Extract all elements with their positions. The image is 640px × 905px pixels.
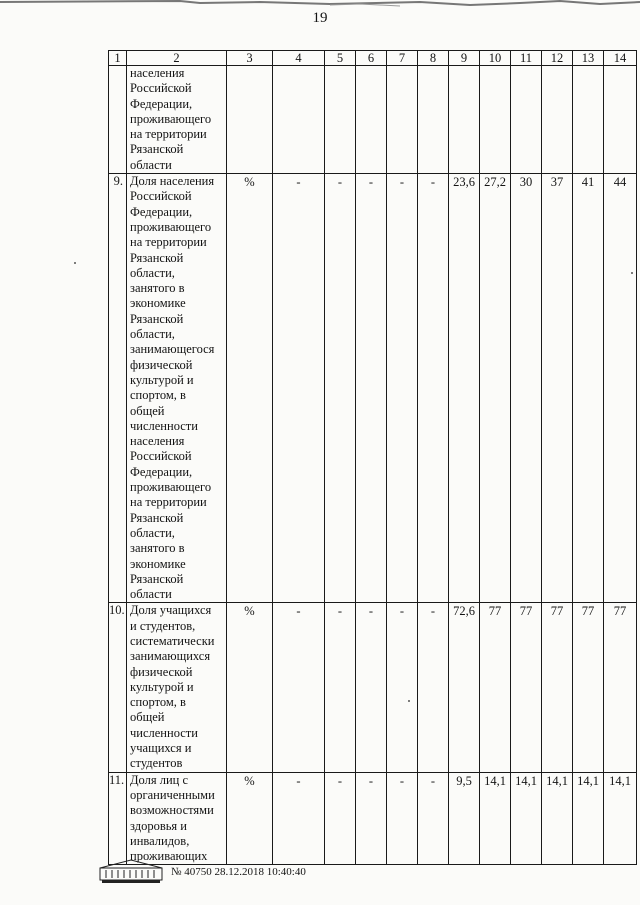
table-row: [109, 772, 637, 865]
indicator-line: области,: [130, 327, 175, 342]
indicator-line: экономике: [130, 296, 186, 311]
column-header-1: 1: [109, 51, 127, 66]
value-cell-col-7: -: [387, 603, 418, 772]
value-cell-col-5: -: [325, 603, 356, 772]
scan-speck: [408, 700, 410, 702]
indicator-line: инвалидов,: [130, 833, 190, 848]
value-cell-col-11: [511, 66, 542, 174]
value-cell-col-12: 14,1: [542, 772, 573, 865]
value-cell-col-12: [542, 66, 573, 174]
indicator-line: Российской: [130, 81, 192, 96]
value-cell-col-14: 44: [604, 174, 637, 603]
row-number: 10.: [109, 603, 127, 772]
indicator-line: Федерации,: [130, 96, 193, 111]
indicator-name: [127, 174, 227, 603]
value-cell-col-10: 14,1: [480, 772, 511, 865]
indicator-line: спортом, в: [130, 695, 186, 710]
indicator-line: возможностями: [130, 803, 214, 818]
column-header-11: 11: [511, 51, 542, 66]
indicator-line: проживающего: [130, 480, 212, 495]
value-cell-col-6: [356, 66, 387, 174]
value-cell-col-5: [325, 66, 356, 174]
indicator-line: на территории: [130, 127, 207, 142]
column-header-3: 3: [227, 51, 273, 66]
indicator-line: и студентов,: [130, 618, 196, 633]
value-cell-col-4: -: [273, 772, 325, 865]
indicator-line: проживающих: [130, 849, 208, 864]
page-number: 19: [312, 10, 328, 26]
indicator-line: здоровья и: [130, 818, 187, 833]
indicator-line: Российской: [130, 189, 192, 204]
value-cell-col-10: [480, 66, 511, 174]
value-cell-col-5: -: [325, 772, 356, 865]
value-cell-col-4: -: [273, 174, 325, 603]
column-header-4: 4: [273, 51, 325, 66]
indicator-line: занятого в: [130, 541, 185, 556]
scan-speck: [631, 272, 633, 274]
indicator-line: Рязанской: [130, 510, 184, 525]
indicator-line: физической: [130, 357, 193, 372]
indicator-line: Доля учащихся: [130, 603, 212, 618]
government-building-icon: [98, 858, 164, 884]
value-cell-col-6: -: [356, 174, 387, 603]
value-cell-col-12: 37: [542, 174, 573, 603]
value-cell-col-9: 23,6: [449, 174, 480, 603]
indicator-line: физической: [130, 664, 193, 679]
value-cell-col-6: -: [356, 603, 387, 772]
indicator-line: Рязанской: [130, 311, 184, 326]
unit-cell: [227, 66, 273, 174]
indicator-line: области,: [130, 265, 175, 280]
table-body: [109, 66, 637, 865]
indicator-line: спортом, в: [130, 388, 186, 403]
value-cell-col-11: 30: [511, 174, 542, 603]
value-cell-col-11: 77: [511, 603, 542, 772]
indicator-line: учащихся и: [130, 741, 192, 756]
column-header-12: 12: [542, 51, 573, 66]
indicator-line: культурой и: [130, 372, 194, 387]
value-cell-col-10: 27,2: [480, 174, 511, 603]
value-cell-col-10: 77: [480, 603, 511, 772]
indicator-line: органиченными: [130, 787, 215, 802]
value-cell-col-4: -: [273, 603, 325, 772]
indicator-line: Рязанской: [130, 142, 184, 157]
indicator-line: на территории: [130, 235, 207, 250]
column-header-2: 2: [127, 51, 227, 66]
indicator-line: занимающихся: [130, 649, 211, 664]
indicator-line: общей: [130, 403, 165, 418]
value-cell-col-8: -: [418, 603, 449, 772]
indicator-line: численности: [130, 418, 198, 433]
value-cell-col-14: [604, 66, 637, 174]
indicator-line: систематически: [130, 633, 215, 648]
indicator-line: на территории: [130, 495, 207, 510]
row-number: 9.: [109, 174, 127, 603]
value-cell-col-4: [273, 66, 325, 174]
column-header-9: 9: [449, 51, 480, 66]
indicator-name: [127, 66, 227, 174]
indicator-line: проживающего: [130, 111, 212, 126]
unit-cell: %: [227, 174, 273, 603]
value-cell-col-13: 77: [573, 603, 604, 772]
table-header-row: [109, 51, 637, 66]
indicator-line: Доля населения: [130, 174, 215, 189]
indicator-line: Российской: [130, 449, 192, 464]
column-header-6: 6: [356, 51, 387, 66]
value-cell-col-13: 14,1: [573, 772, 604, 865]
value-cell-col-11: 14,1: [511, 772, 542, 865]
column-header-5: 5: [325, 51, 356, 66]
value-cell-col-5: -: [325, 174, 356, 603]
indicators-table-container: [108, 50, 637, 865]
column-header-10: 10: [480, 51, 511, 66]
indicator-name: [127, 772, 227, 865]
indicator-line: экономике: [130, 556, 186, 571]
value-cell-col-6: -: [356, 772, 387, 865]
value-cell-col-14: 14,1: [604, 772, 637, 865]
indicator-line: занятого в: [130, 281, 185, 296]
row-number: 11.: [109, 772, 127, 865]
column-header-14: 14: [604, 51, 637, 66]
value-cell-col-13: [573, 66, 604, 174]
column-header-13: 13: [573, 51, 604, 66]
table-row: [109, 66, 637, 174]
indicator-line: населения: [130, 434, 185, 449]
indicator-line: области: [130, 587, 172, 602]
table-row: [109, 174, 637, 603]
column-header-8: 8: [418, 51, 449, 66]
indicator-line: населения: [130, 66, 185, 80]
indicator-line: проживающего: [130, 219, 212, 234]
value-cell-col-8: -: [418, 772, 449, 865]
indicator-line: численности: [130, 725, 198, 740]
registration-stamp-text: № 40750 28.12.2018 10:40:40: [171, 866, 306, 878]
value-cell-col-8: -: [418, 174, 449, 603]
indicator-line: Рязанской: [130, 250, 184, 265]
indicator-line: области,: [130, 525, 175, 540]
indicators-table: [108, 50, 637, 865]
value-cell-col-7: [387, 66, 418, 174]
value-cell-col-7: -: [387, 772, 418, 865]
indicator-line: студентов: [130, 756, 183, 771]
value-cell-col-12: 77: [542, 603, 573, 772]
indicator-line: области: [130, 157, 172, 172]
value-cell-col-14: 77: [604, 603, 637, 772]
scan-speck: [74, 262, 76, 264]
unit-cell: %: [227, 603, 273, 772]
value-cell-col-9: 9,5: [449, 772, 480, 865]
indicator-line: Рязанской: [130, 571, 184, 586]
registration-footer: [98, 858, 418, 888]
indicator-line: занимающегося: [130, 342, 215, 357]
table-row: [109, 603, 637, 772]
value-cell-col-13: 41: [573, 174, 604, 603]
indicator-name: [127, 603, 227, 772]
value-cell-col-9: 72,6: [449, 603, 480, 772]
column-header-7: 7: [387, 51, 418, 66]
value-cell-col-9: [449, 66, 480, 174]
indicator-line: культурой и: [130, 679, 194, 694]
row-number: [109, 66, 127, 174]
value-cell-col-7: -: [387, 174, 418, 603]
indicator-line: Федерации,: [130, 204, 193, 219]
indicator-line: общей: [130, 710, 165, 725]
unit-cell: %: [227, 772, 273, 865]
value-cell-col-8: [418, 66, 449, 174]
indicator-line: Доля лиц с: [130, 772, 189, 787]
indicator-line: Федерации,: [130, 464, 193, 479]
scan-top-edge: [0, 0, 640, 7]
